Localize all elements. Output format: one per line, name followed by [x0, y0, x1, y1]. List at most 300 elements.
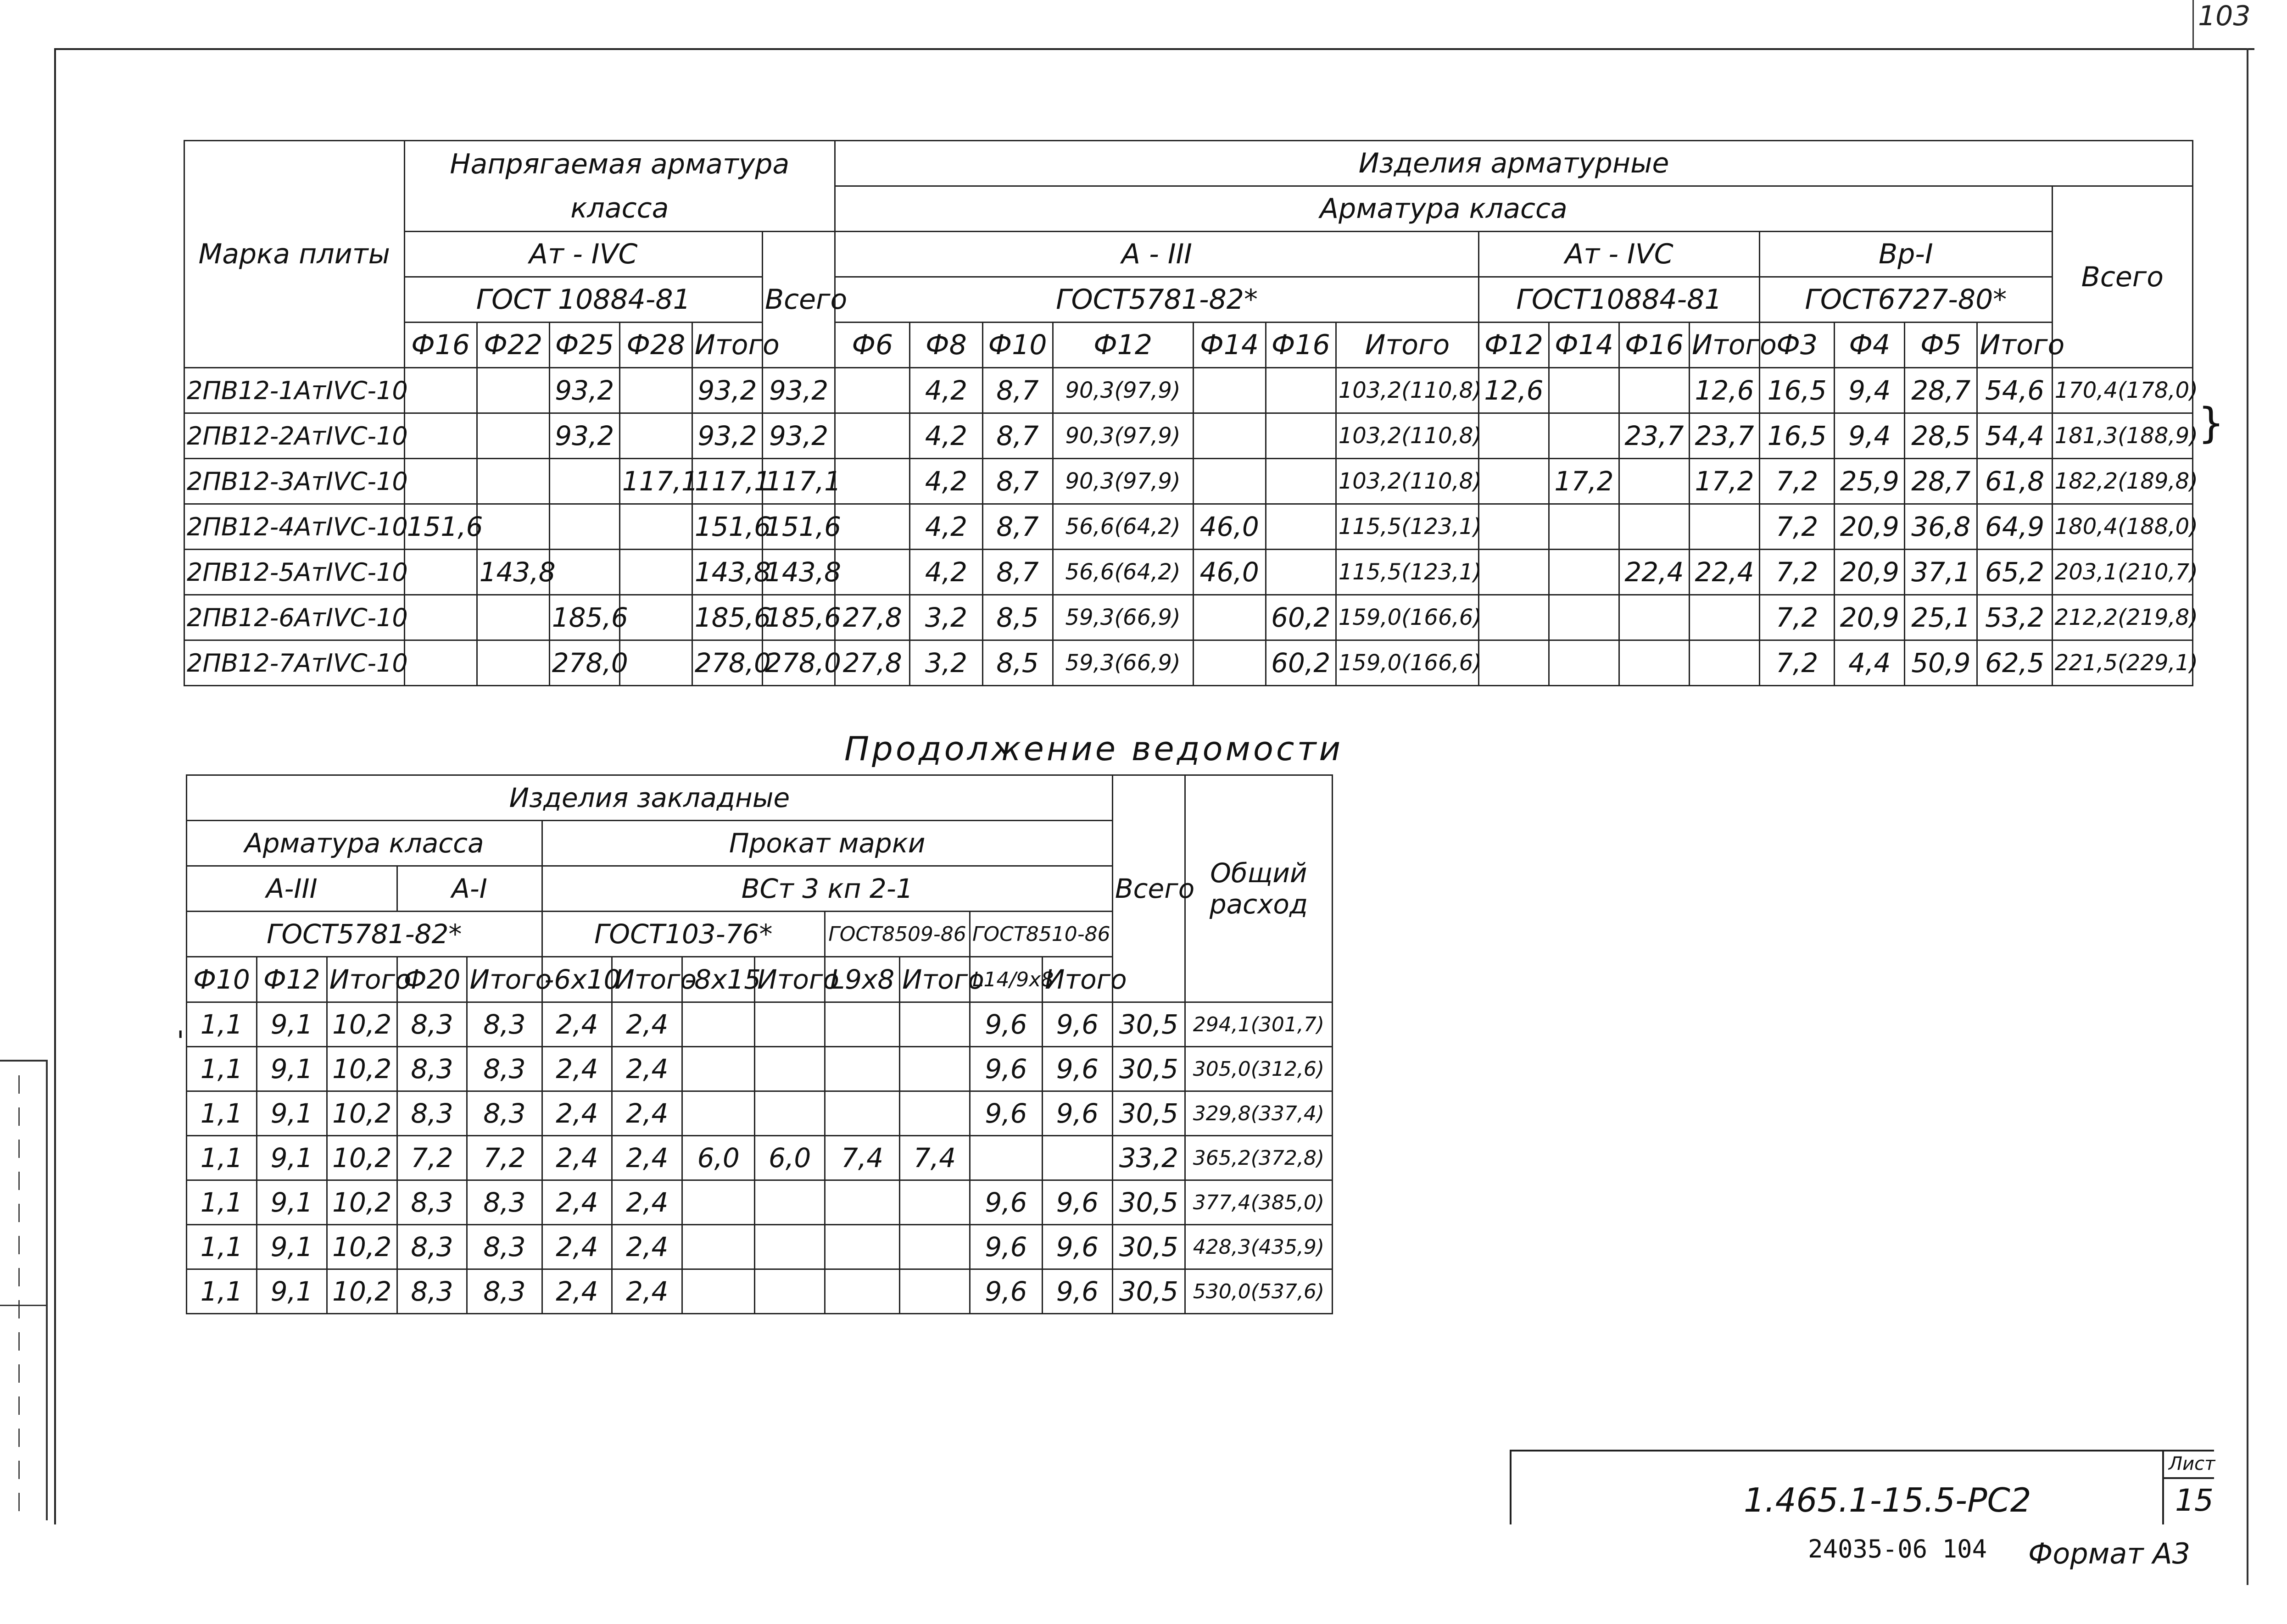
t2-header-row-1	[187, 775, 1333, 821]
overall-consumption: 377,4(385,0)	[1185, 1180, 1332, 1225]
table-cell	[477, 640, 549, 686]
table-cell	[404, 459, 477, 504]
t1-col-header: Ф16	[404, 323, 477, 368]
overall-consumption: 329,8(337,4)	[1185, 1091, 1332, 1136]
table-cell: 2,4	[612, 1136, 682, 1180]
table-cell	[619, 595, 692, 640]
t2-col-header: L14/9х8	[970, 957, 1042, 1002]
table-cell	[900, 1269, 970, 1314]
gost-8510: ГОСТ8510-86	[970, 912, 1112, 957]
table-cell: 180,4(188,0)	[2052, 504, 2192, 550]
sheet-right-edge	[2247, 48, 2248, 1585]
table-cell	[1619, 595, 1689, 640]
table-cell	[755, 1225, 825, 1269]
table-cell: 62,5	[1977, 640, 2052, 686]
table-cell: 22,4	[1619, 550, 1689, 595]
archive-number: 24035-06 104	[1808, 1535, 1987, 1563]
table-cell: 8,7	[982, 413, 1053, 459]
plate-mark: 2ПВ12-1АтIVC-10	[184, 368, 405, 413]
t1-col-header: Ф5	[1905, 323, 1977, 368]
t1-col-header: Итого	[1690, 323, 1760, 368]
table-cell: 170,4(178,0)	[2052, 368, 2192, 413]
table-cell: 221,5(229,1)	[2052, 640, 2192, 686]
overall-consumption: 428,3(435,9)	[1185, 1225, 1332, 1269]
table-cell	[682, 1002, 755, 1047]
table-cell	[682, 1047, 755, 1091]
overall-consumption: 305,0(312,6)	[1185, 1047, 1332, 1091]
table-cell: 8,3	[467, 1180, 542, 1225]
t1-col-header: Ф8	[910, 323, 982, 368]
table-cell	[404, 550, 477, 595]
table-cell: 2,4	[542, 1002, 612, 1047]
table-cell: 7,2	[1760, 504, 1835, 550]
table-cell: 33,2	[1112, 1136, 1185, 1180]
table-cell: 151,6	[692, 504, 762, 550]
table-cell: 1,1	[187, 1180, 257, 1225]
table-cell	[835, 368, 910, 413]
table-cell	[1549, 595, 1619, 640]
t1-col-header: Ф14	[1193, 323, 1266, 368]
table-cell	[900, 1225, 970, 1269]
table-cell: 61,8	[1977, 459, 2052, 504]
table-cell: 8,3	[467, 1091, 542, 1136]
t2-col-header: Итого	[612, 957, 682, 1002]
table-cell: 25,9	[1835, 459, 1905, 504]
table-cell: 22,4	[1690, 550, 1760, 595]
table-cell	[825, 1269, 900, 1314]
table-cell: 9,6	[1042, 1269, 1112, 1314]
table-cell: 9,6	[1042, 1047, 1112, 1091]
reinforcement-table-body	[184, 368, 2198, 686]
table-cell: 115,5(123,1)	[1336, 550, 1478, 595]
gost-6727: ГОСТ6727-80*	[1760, 277, 2053, 323]
table-cell: 9,6	[970, 1269, 1042, 1314]
table-cell: 8,3	[397, 1225, 467, 1269]
table-cell: 4,2	[910, 459, 982, 504]
table-cell	[825, 1047, 900, 1091]
table-cell: 56,6(64,2)	[1053, 504, 1193, 550]
table-cell: 8,3	[397, 1269, 467, 1314]
t2-col-header: Итого	[755, 957, 825, 1002]
table-cell: 28,7	[1905, 368, 1977, 413]
table-cell: 8,3	[397, 1180, 467, 1225]
table-cell: 65,2	[1977, 550, 2052, 595]
table-cell: 30,5	[1112, 1047, 1185, 1091]
table-cell: 27,8	[835, 595, 910, 640]
corner-tick	[2192, 0, 2194, 50]
t1-col-header: Ф28	[619, 323, 692, 368]
table-cell: 10,2	[327, 1225, 397, 1269]
table-cell: 12,6	[1690, 368, 1760, 413]
table-cell: 93,2	[549, 413, 619, 459]
table-cell: 8,3	[467, 1002, 542, 1047]
table-cell	[404, 640, 477, 686]
table-cell: 17,2	[1690, 459, 1760, 504]
table-cell: 9,6	[1042, 1225, 1112, 1269]
class-a-iii-2: А-III	[187, 866, 397, 912]
table-cell: 10,2	[327, 1269, 397, 1314]
table-cell	[477, 504, 549, 550]
t2-col-header: Итого	[327, 957, 397, 1002]
gost-5781: ГОСТ5781-82*	[835, 277, 1479, 323]
table-cell	[1266, 368, 1336, 413]
table-cell: 93,2	[549, 368, 619, 413]
table-cell	[1193, 640, 1266, 686]
table-cell	[1619, 504, 1689, 550]
header-embedded: Изделия закладные	[187, 775, 1113, 821]
sheet-number-divider	[2162, 1477, 2214, 1479]
table-cell: 8,3	[467, 1269, 542, 1314]
t2-col-header: -8х15	[682, 957, 755, 1002]
t2-col-header: Итого	[1042, 957, 1112, 1002]
table-cell: 181,3(188,9)	[2052, 413, 2192, 459]
table-cell	[1690, 504, 1760, 550]
t2-col-header: Итого	[467, 957, 542, 1002]
header-total-prestressed: Всего	[762, 232, 835, 368]
table-cell	[835, 413, 910, 459]
continuation-title: Продолжение ведомости	[844, 729, 1344, 768]
reinforcement-table	[184, 140, 2198, 686]
table-cell: 278,0	[692, 640, 762, 686]
table-cell: 212,2(219,8)	[2052, 595, 2192, 640]
table-cell: 8,3	[467, 1047, 542, 1091]
table-cell	[825, 1002, 900, 1047]
table-cell: 8,3	[397, 1047, 467, 1091]
table-row	[184, 550, 2193, 595]
table-cell: 30,5	[1112, 1002, 1185, 1047]
t1-col-header: Ф12	[1478, 323, 1549, 368]
table-cell: 20,9	[1835, 504, 1905, 550]
table-row	[184, 640, 2193, 686]
table-cell: 9,6	[970, 1002, 1042, 1047]
header-total-main: Всего	[2052, 186, 2192, 368]
table-cell: 2,4	[542, 1180, 612, 1225]
t1-col-header: Ф6	[835, 323, 910, 368]
t2-col-header: Ф20	[397, 957, 467, 1002]
table-cell: 60,2	[1266, 640, 1336, 686]
binding-divider	[0, 1305, 46, 1306]
sheet-label: Лист	[2169, 1453, 2215, 1474]
plate-mark: 2ПВ12-5АтIVC-10	[184, 550, 405, 595]
table-cell: 30,5	[1112, 1091, 1185, 1136]
binding-strip	[0, 1060, 48, 1520]
table-cell	[1478, 640, 1549, 686]
table-cell: 8,3	[397, 1091, 467, 1136]
table-cell	[477, 413, 549, 459]
table-cell	[835, 550, 910, 595]
table-cell: 9,6	[970, 1180, 1042, 1225]
table-cell	[755, 1047, 825, 1091]
header-total-blank: Всего	[1112, 775, 1185, 1002]
table-cell	[682, 1225, 755, 1269]
gost-8509: ГОСТ8509-86	[825, 912, 970, 957]
table-cell: 46,0	[1193, 504, 1266, 550]
table-row	[187, 1136, 1333, 1180]
table-cell: 2,4	[542, 1091, 612, 1136]
table-cell: 7,4	[825, 1136, 900, 1180]
table-cell: 2,4	[612, 1225, 682, 1269]
table-cell: 9,1	[257, 1225, 327, 1269]
table-cell: 151,6	[404, 504, 477, 550]
table-cell: 8,7	[982, 459, 1053, 504]
table-cell: 9,6	[1042, 1002, 1112, 1047]
table-cell: 8,3	[397, 1002, 467, 1047]
table-cell: 30,5	[1112, 1269, 1185, 1314]
plate-mark: 2ПВ12-3АтIVC-10	[184, 459, 405, 504]
table-cell	[477, 595, 549, 640]
header-products: Изделия арматурные	[835, 141, 2193, 186]
table-cell	[755, 1269, 825, 1314]
table-row	[184, 413, 2193, 459]
overall-consumption: 530,0(537,6)	[1185, 1269, 1332, 1314]
table-cell	[1478, 595, 1549, 640]
table-cell	[1690, 595, 1760, 640]
t1-col-header: Ф3	[1760, 323, 1835, 368]
table-cell: 10,2	[327, 1091, 397, 1136]
document-code: 1.465.1-15.5-РС2	[1744, 1481, 2031, 1519]
table-cell	[825, 1225, 900, 1269]
table-cell: 2,4	[612, 1002, 682, 1047]
t2-col-header: L9х8	[825, 957, 900, 1002]
table-cell: 4,2	[910, 550, 982, 595]
table-cell: 185,6	[692, 595, 762, 640]
table-cell	[970, 1136, 1042, 1180]
corner-page-number: 103	[2198, 0, 2251, 32]
table-cell	[682, 1091, 755, 1136]
table-cell: 30,5	[1112, 1225, 1185, 1269]
table-cell: 60,2	[1266, 595, 1336, 640]
class-a-i: А-I	[397, 866, 542, 912]
table-cell: 9,1	[257, 1091, 327, 1136]
embedded-items-table	[186, 774, 1333, 1314]
table-cell: 9,6	[1042, 1091, 1112, 1136]
table-row	[187, 1047, 1333, 1091]
table-cell: 90,3(97,9)	[1053, 368, 1193, 413]
table-cell: 7,2	[467, 1136, 542, 1180]
table-cell: 93,2	[692, 413, 762, 459]
table-cell: 7,2	[1760, 550, 1835, 595]
plate-mark: 2ПВ12-6АтIVC-10	[184, 595, 405, 640]
table-cell: 1,1	[187, 1091, 257, 1136]
header-prestressed: Напрягаемая арматура класса	[404, 141, 835, 232]
table-cell: 182,2(189,8)	[2052, 459, 2192, 504]
table-cell	[900, 1091, 970, 1136]
table-cell: 151,6	[762, 504, 835, 550]
overall-consumption: 365,2(372,8)	[1185, 1136, 1332, 1180]
table-cell: 59,3(66,9)	[1053, 595, 1193, 640]
table-cell	[549, 504, 619, 550]
table-cell	[835, 504, 910, 550]
header-overall: Общий расход	[1185, 775, 1332, 1002]
t1-col-header: Ф10	[982, 323, 1053, 368]
t1-col-header: Ф12	[1053, 323, 1193, 368]
table-cell	[1619, 368, 1689, 413]
table-cell	[1619, 640, 1689, 686]
table-cell: 7,2	[397, 1136, 467, 1180]
t1-col-header: Итого	[692, 323, 762, 368]
table-cell: 103,2(110,8)	[1336, 368, 1478, 413]
header-row-4	[184, 277, 2193, 323]
table-cell	[755, 1002, 825, 1047]
table-row	[184, 504, 2193, 550]
table-cell: 12,6	[1478, 368, 1549, 413]
table-cell: 117,1	[619, 459, 692, 504]
table-cell: 9,6	[970, 1047, 1042, 1091]
table-cell: 9,4	[1835, 368, 1905, 413]
table-cell	[682, 1180, 755, 1225]
table-cell: 278,0	[549, 640, 619, 686]
table-row	[187, 1091, 1333, 1136]
table-cell: 54,6	[1977, 368, 2052, 413]
table-cell: 9,1	[257, 1180, 327, 1225]
table-cell: 159,0(166,6)	[1336, 595, 1478, 640]
table-row	[187, 1225, 1333, 1269]
steel-grade: ВСт 3 кп 2-1	[542, 866, 1112, 912]
gost-10884: ГОСТ 10884-81	[404, 277, 762, 323]
table-row	[184, 459, 2193, 504]
t1-col-header: Итого	[1336, 323, 1478, 368]
binding-dashed-line	[18, 1075, 20, 1511]
table-cell	[619, 640, 692, 686]
table-cell: 7,2	[1760, 595, 1835, 640]
table-cell: 2,4	[612, 1047, 682, 1091]
table-row	[187, 1180, 1333, 1225]
class-at-ivc: Ат - IVC	[404, 232, 762, 277]
table-cell: 53,2	[1977, 595, 2052, 640]
header-row-1	[184, 141, 2193, 186]
table-cell: 9,1	[257, 1047, 327, 1091]
table-cell: 8,3	[467, 1225, 542, 1269]
table-cell	[1266, 550, 1336, 595]
table-cell	[477, 459, 549, 504]
table-cell: 90,3(97,9)	[1053, 459, 1193, 504]
table-cell	[619, 413, 692, 459]
table-cell: 17,2	[1549, 459, 1619, 504]
table-cell: 56,6(64,2)	[1053, 550, 1193, 595]
table-cell	[1193, 368, 1266, 413]
table-cell: 143,8	[477, 550, 549, 595]
table-cell	[755, 1180, 825, 1225]
table-cell	[835, 459, 910, 504]
table-cell: 143,8	[762, 550, 835, 595]
t2-col-header: Ф10	[187, 957, 257, 1002]
t1-col-header: Ф16	[1266, 323, 1336, 368]
table-cell: 2,4	[612, 1180, 682, 1225]
table-cell	[1266, 504, 1336, 550]
table-cell: 50,9	[1905, 640, 1977, 686]
brace-mark: }	[2198, 399, 2225, 447]
table-cell: 185,6	[762, 595, 835, 640]
table-cell: 1,1	[187, 1136, 257, 1180]
table-cell: 37,1	[1905, 550, 1977, 595]
table-cell: 159,0(166,6)	[1336, 640, 1478, 686]
header-rebar-class-2: Арматура класса	[187, 821, 542, 866]
class-a-iii: А - III	[835, 232, 1479, 277]
table-cell: 8,7	[982, 368, 1053, 413]
table-cell: 9,6	[1042, 1180, 1112, 1225]
table-cell: 6,0	[755, 1136, 825, 1180]
gost-103: ГОСТ103-76*	[542, 912, 825, 957]
table-cell: 90,3(97,9)	[1053, 413, 1193, 459]
table-cell: 203,1(210,7)	[2052, 550, 2192, 595]
t2-col-header: Ф12	[257, 957, 327, 1002]
table-cell	[1690, 640, 1760, 686]
table-cell: 28,7	[1905, 459, 1977, 504]
table-cell: 8,7	[982, 504, 1053, 550]
table-cell: 1,1	[187, 1002, 257, 1047]
table-cell: 93,2	[762, 413, 835, 459]
table-row	[187, 1002, 1333, 1047]
t1-col-header: Ф4	[1835, 323, 1905, 368]
plate-mark: 2ПВ12-4АтIVC-10	[184, 504, 405, 550]
table-cell	[549, 459, 619, 504]
table-cell	[619, 368, 692, 413]
t1-col-header: Ф16	[1619, 323, 1689, 368]
table-cell	[1549, 413, 1619, 459]
table-cell	[900, 1002, 970, 1047]
table-cell	[404, 413, 477, 459]
table-cell: 10,2	[327, 1180, 397, 1225]
table-cell: 8,5	[982, 640, 1053, 686]
table-cell	[1193, 413, 1266, 459]
table-cell: 4,2	[910, 413, 982, 459]
table-cell: 278,0	[762, 640, 835, 686]
embedded-items-table-body	[187, 1002, 1333, 1314]
class-at-ivc-2: Ат - IVC	[1478, 232, 1759, 277]
table-cell: 28,5	[1905, 413, 1977, 459]
table-cell	[825, 1091, 900, 1136]
table-cell: 16,5	[1760, 368, 1835, 413]
gost-5781-2: ГОСТ5781-82*	[187, 912, 542, 957]
table-cell	[1619, 459, 1689, 504]
table-cell	[1193, 595, 1266, 640]
table-cell: 46,0	[1193, 550, 1266, 595]
sheet-number: 15	[2175, 1483, 2214, 1518]
table-cell	[404, 595, 477, 640]
t2-col-header: -6х10	[542, 957, 612, 1002]
table-cell: 20,9	[1835, 595, 1905, 640]
table-cell	[682, 1269, 755, 1314]
table-cell: 27,8	[835, 640, 910, 686]
table-cell: 9,6	[970, 1225, 1042, 1269]
table-cell: 2,4	[542, 1047, 612, 1091]
table-cell: 30,5	[1112, 1180, 1185, 1225]
table-cell: 9,4	[1835, 413, 1905, 459]
table-cell: 93,2	[762, 368, 835, 413]
table-cell	[549, 550, 619, 595]
table-cell: 93,2	[692, 368, 762, 413]
table-cell	[1266, 413, 1336, 459]
header-rolled: Прокат марки	[542, 821, 1112, 866]
t1-col-header: Ф22	[477, 323, 549, 368]
table-cell: 64,9	[1977, 504, 2052, 550]
table-cell: 103,2(110,8)	[1336, 459, 1478, 504]
table-cell: 2,4	[542, 1269, 612, 1314]
t1-col-header: Ф14	[1549, 323, 1619, 368]
table-cell: 1,1	[187, 1269, 257, 1314]
header-rebar-class: Арматура класса	[835, 186, 2053, 232]
table-cell: 1,1	[187, 1047, 257, 1091]
table-cell	[477, 368, 549, 413]
table-cell: 4,2	[910, 504, 982, 550]
table-cell: 9,6	[970, 1091, 1042, 1136]
table-cell: 2,4	[612, 1091, 682, 1136]
table-cell: 2,4	[542, 1225, 612, 1269]
table-cell: 7,4	[900, 1136, 970, 1180]
table-cell: 4,2	[910, 368, 982, 413]
table-cell: 36,8	[1905, 504, 1977, 550]
table-cell: 117,1	[692, 459, 762, 504]
